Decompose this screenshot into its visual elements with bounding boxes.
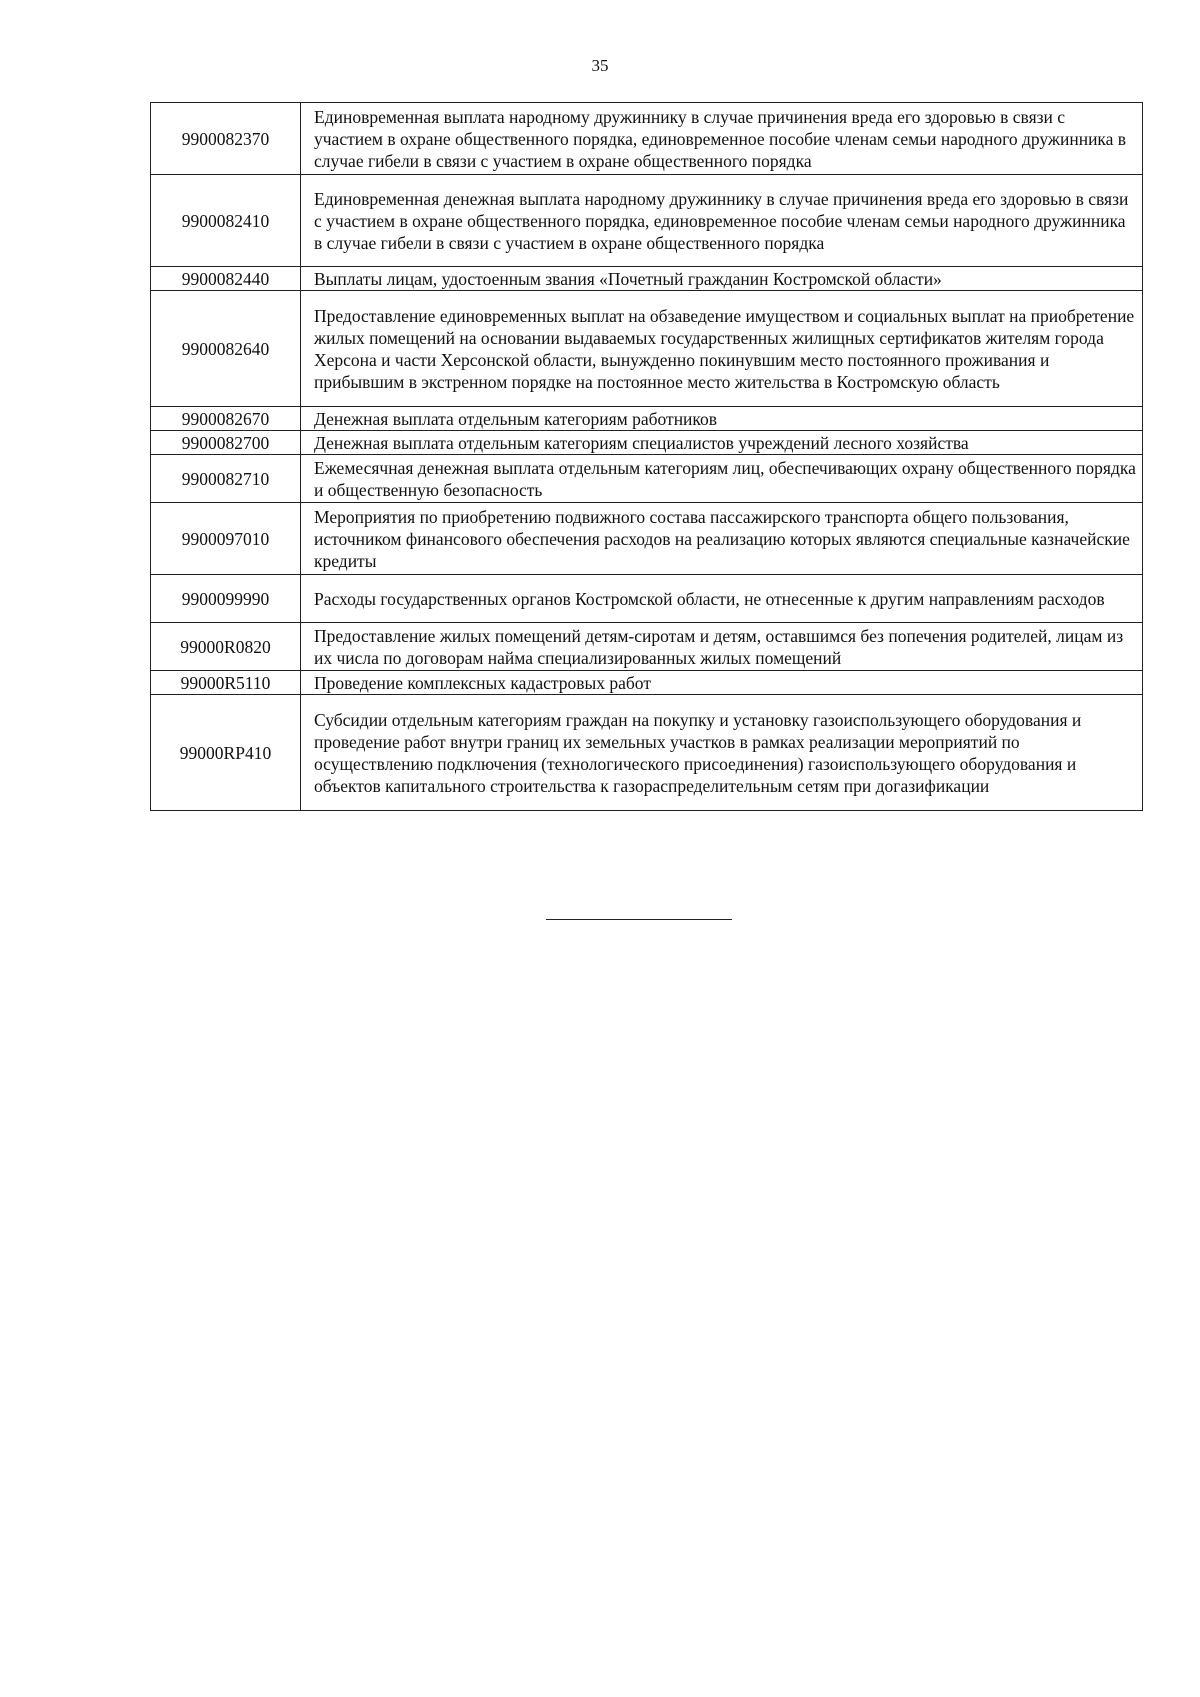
table-row xyxy=(151,671,1143,695)
row-description: Субсидии отдельным категориям граждан на покупку и установку газоиспользующего оборудования и проведение работ внутри границ их земельных участков в рамках реализации мероприятий по осуществлению подключения (технологического присоединения) газоиспользующего оборудования и объектов капитального строительства к газораспределительным сетям при догазификации xyxy=(301,695,1143,811)
row-code: 9900099990 xyxy=(151,575,301,623)
expense-code-table xyxy=(150,102,1143,811)
table-row xyxy=(151,503,1143,575)
row-code: 99000R0820 xyxy=(151,623,301,671)
table-row xyxy=(151,575,1143,623)
row-code: 9900082370 xyxy=(151,103,301,175)
table-row xyxy=(151,103,1143,175)
table-row xyxy=(151,623,1143,671)
table-row xyxy=(151,695,1143,811)
page-number: 35 xyxy=(591,56,609,75)
table-row xyxy=(151,175,1143,267)
row-code: 9900082700 xyxy=(151,431,301,455)
row-code: 9900082710 xyxy=(151,455,301,503)
table-row xyxy=(151,267,1143,291)
end-of-document-rule xyxy=(546,919,732,920)
row-description: Предоставление единовременных выплат на обзаведение имуществом и социальных выплат на приобретение жилых помещений на основании выдаваемых государственных жилищных сертификатов жителям города Херсона и части Херсонской области, вынужденно покинувшим место постоянного проживания и прибывшим в экстренном порядке на постоянное место жительства в Костромскую область xyxy=(301,291,1143,407)
row-description: Ежемесячная денежная выплата отдельным категориям лиц, обеспечивающих охрану общественного порядка и общественную безопасность xyxy=(301,455,1143,503)
row-description: Денежная выплата отдельным категориям специалистов учреждений лесного хозяйства xyxy=(301,431,1143,455)
row-code: 9900097010 xyxy=(151,503,301,575)
table-row xyxy=(151,431,1143,455)
table-row xyxy=(151,407,1143,431)
row-description: Денежная выплата отдельным категориям работников xyxy=(301,407,1143,431)
row-description: Единовременная денежная выплата народному дружиннику в случае причинения вреда его здоровью в связи с участием в охране общественного порядка, единовременное пособие членам семьи народного дружинника в случае гибели в связи с участием в охране общественного порядка xyxy=(301,175,1143,267)
row-code: 9900082670 xyxy=(151,407,301,431)
row-description: Проведение комплексных кадастровых работ xyxy=(301,671,1143,695)
row-code: 99000R5110 xyxy=(151,671,301,695)
table-row xyxy=(151,455,1143,503)
row-code: 9900082410 xyxy=(151,175,301,267)
row-description: Мероприятия по приобретению подвижного состава пассажирского транспорта общего пользования, источником финансового обеспечения расходов на реализацию которых являются специальные казначейские кредиты xyxy=(301,503,1143,575)
row-description: Расходы государственных органов Костромской области, не отнесенные к другим направлениям расходов xyxy=(301,575,1143,623)
row-code: 99000RP410 xyxy=(151,695,301,811)
row-description: Выплаты лицам, удостоенным звания «Почетный гражданин Костромской области» xyxy=(301,267,1143,291)
row-code: 9900082640 xyxy=(151,291,301,407)
row-code: 9900082440 xyxy=(151,267,301,291)
row-description: Предоставление жилых помещений детям-сиротам и детям, оставшимся без попечения родителей, лицам из их числа по договорам найма специализированных жилых помещений xyxy=(301,623,1143,671)
table-row xyxy=(151,291,1143,407)
row-description: Единовременная выплата народному дружиннику в случае причинения вреда его здоровью в связи с участием в охране общественного порядка, единовременное пособие членам семьи народного дружинника в случае гибели в связи с участием в охране общественного порядка xyxy=(301,103,1143,175)
